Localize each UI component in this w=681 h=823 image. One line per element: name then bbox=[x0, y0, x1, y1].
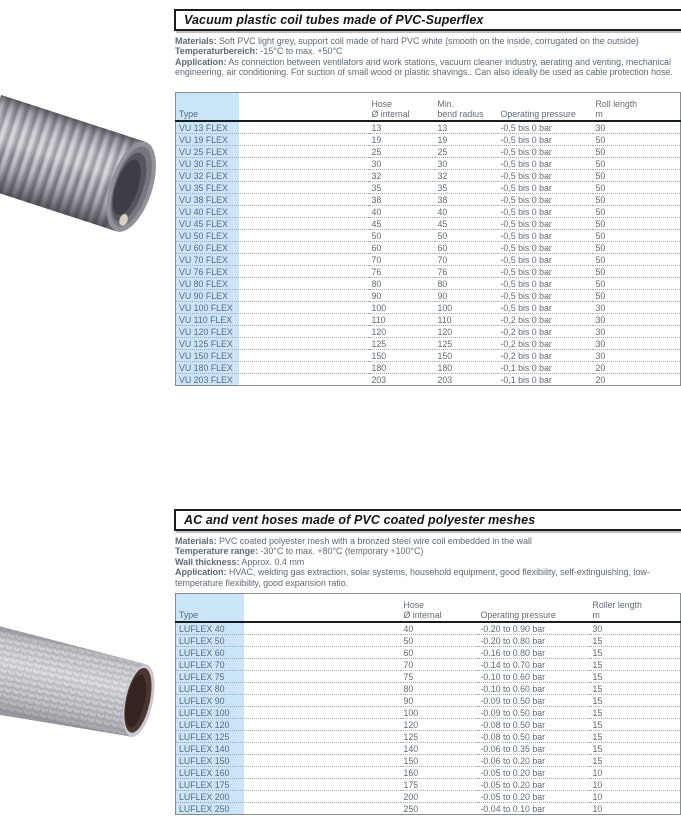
desc-line bbox=[175, 546, 680, 556]
table-cell: LUFLEX 40 bbox=[179, 623, 225, 634]
table-cell: 70 bbox=[403, 659, 414, 670]
table-cell: 110 bbox=[437, 314, 452, 325]
desc-line bbox=[175, 567, 680, 588]
table-row bbox=[176, 242, 681, 254]
table-cell: -0,5 bis 0 bar bbox=[500, 158, 552, 169]
table-cell: -0.05 to 0.20 bar bbox=[480, 767, 546, 778]
section-description-luflex bbox=[175, 536, 680, 588]
table-cell: 50 bbox=[595, 134, 606, 145]
table-cell: 40 bbox=[371, 206, 382, 217]
table-cell: LUFLEX 75 bbox=[179, 671, 225, 682]
table-cell: 10 bbox=[592, 767, 603, 778]
table-row bbox=[176, 314, 681, 326]
table-cell: -0,5 bis 0 bar bbox=[500, 254, 552, 265]
table-cell: VU 60 FLEX bbox=[179, 242, 228, 253]
table-row bbox=[176, 194, 681, 206]
table-row bbox=[176, 134, 681, 146]
table-cell: 50 bbox=[595, 194, 606, 205]
table-row bbox=[176, 622, 681, 635]
table-row bbox=[176, 695, 681, 707]
table-cell: 10 bbox=[592, 803, 603, 814]
col-roll-length: Roll length m bbox=[595, 99, 638, 119]
table-cell: 30 bbox=[595, 302, 606, 313]
table-cell: -0,5 bis 0 bar bbox=[500, 290, 552, 301]
table-cell: 30 bbox=[595, 314, 606, 325]
table-row bbox=[176, 218, 681, 230]
table-row bbox=[176, 350, 681, 362]
table-cell: 15 bbox=[592, 695, 603, 706]
table-cell: -0,5 bis 0 bar bbox=[500, 194, 552, 205]
table-cell: 10 bbox=[592, 779, 603, 790]
table-cell: VU 120 FLEX bbox=[179, 326, 233, 337]
desc-text: As connection between ventilators and work stations, vacuum cleaner industry, aerating and venting, mechanical engineering, air conditioning. For suction of small wood or plastic shavings.. Can also ideally be used as cable protection hose. bbox=[175, 56, 673, 78]
table-cell: LUFLEX 125 bbox=[179, 731, 230, 742]
luflex-table bbox=[175, 593, 681, 815]
table-row bbox=[176, 803, 681, 815]
table-cell: 150 bbox=[371, 350, 387, 361]
desc-label: Wall thickness: bbox=[175, 556, 240, 567]
table-cell: -0.06 to 0.20 bar bbox=[480, 755, 546, 766]
table-row bbox=[176, 647, 681, 659]
table-row bbox=[176, 290, 681, 302]
table-row bbox=[176, 182, 681, 194]
table-cell: -0,1 bis 0 bar bbox=[500, 362, 552, 373]
table-cell: VU 110 FLEX bbox=[179, 314, 233, 325]
table-cell: 15 bbox=[592, 707, 603, 718]
table-cell: 76 bbox=[371, 266, 382, 277]
table-cell: 203 bbox=[437, 374, 453, 385]
table-cell: 30 bbox=[371, 158, 382, 169]
table-row bbox=[176, 767, 681, 779]
table-cell: 203 bbox=[371, 374, 387, 385]
vu-flex-table-wrap bbox=[175, 92, 681, 386]
desc-text: PVC coated polyester mesh with a bronzed steel wire coil embedded in the wall bbox=[216, 536, 532, 546]
table-cell: 20 bbox=[595, 362, 606, 373]
luflex-table-wrap bbox=[175, 593, 681, 815]
table-cell: VU 76 FLEX bbox=[179, 266, 228, 277]
table-cell: -0.06 to 0.35 bar bbox=[480, 743, 546, 754]
table-cell: 50 bbox=[595, 254, 606, 265]
col-operating-pressure: Operating pressure bbox=[480, 610, 556, 620]
table-cell: 180 bbox=[371, 362, 387, 373]
table-row bbox=[176, 374, 681, 386]
table-cell: 125 bbox=[371, 338, 387, 349]
table-cell: 19 bbox=[437, 134, 448, 145]
col-hose-internal: Hose Ø internal bbox=[403, 600, 442, 620]
table-row bbox=[176, 326, 681, 338]
table-cell: 15 bbox=[592, 647, 603, 658]
table-cell: 120 bbox=[371, 326, 387, 337]
table-cell: 25 bbox=[371, 146, 382, 157]
table-cell: 150 bbox=[403, 755, 419, 766]
table-cell: 30 bbox=[595, 326, 606, 337]
table-row bbox=[176, 683, 681, 695]
table-cell: -0.14 to 0.70 bar bbox=[480, 659, 546, 670]
col-min-bend-radius: Min. bend radius bbox=[437, 99, 484, 119]
col-operating-pressure: Operating pressure bbox=[500, 109, 576, 119]
table-cell: 80 bbox=[437, 278, 448, 289]
table-row bbox=[176, 791, 681, 803]
luflex-table-body bbox=[176, 622, 681, 815]
table-cell: 60 bbox=[371, 242, 382, 253]
desc-line bbox=[175, 36, 680, 46]
table-cell: 30 bbox=[592, 623, 603, 634]
table-cell: -0.09 to 0.50 bar bbox=[480, 695, 546, 706]
table-cell: 50 bbox=[595, 230, 606, 241]
table-cell: 76 bbox=[437, 266, 448, 277]
table-cell: VU 70 FLEX bbox=[179, 254, 228, 265]
table-cell: 180 bbox=[437, 362, 453, 373]
table-cell: 15 bbox=[592, 671, 603, 682]
table-cell: -0.09 to 0.50 bar bbox=[480, 707, 546, 718]
desc-label: Temperature range: bbox=[175, 546, 258, 557]
table-cell: 160 bbox=[403, 767, 419, 778]
table-cell: VU 35 FLEX bbox=[179, 182, 228, 193]
table-cell: 150 bbox=[437, 350, 453, 361]
desc-line bbox=[175, 536, 680, 546]
table-cell: -0,5 bis 0 bar bbox=[500, 230, 552, 241]
table-cell: 32 bbox=[371, 170, 382, 181]
table-row bbox=[176, 302, 681, 314]
table-cell: 90 bbox=[403, 695, 414, 706]
table-cell: 50 bbox=[595, 158, 606, 169]
hose-photo-corrugated bbox=[0, 88, 168, 260]
desc-text: HVAC, welding gas extraction, solar systems, household equipment, good flexibility, self-extinguishing, low-temperature flexibility, good expansion ratio. bbox=[175, 567, 650, 588]
desc-label: Materials: bbox=[175, 536, 217, 546]
table-cell: -0,1 bis 0 bar bbox=[500, 374, 552, 385]
table-cell: LUFLEX 60 bbox=[179, 647, 225, 658]
table-cell: 30 bbox=[437, 158, 448, 169]
table-cell: -0,2 bis 0 bar bbox=[500, 350, 552, 361]
table-cell: -0,5 bis 0 bar bbox=[500, 302, 552, 313]
table-cell: 110 bbox=[371, 314, 386, 325]
table-cell: VU 150 FLEX bbox=[179, 350, 233, 361]
table-cell: 15 bbox=[592, 731, 603, 742]
table-cell: VU 19 FLEX bbox=[179, 134, 228, 145]
table-row bbox=[176, 206, 681, 218]
table-row bbox=[176, 254, 681, 266]
table-cell: 13 bbox=[371, 122, 382, 133]
table-cell: VU 32 FLEX bbox=[179, 170, 228, 181]
section-title-superflex bbox=[174, 9, 681, 31]
table-cell: LUFLEX 80 bbox=[179, 683, 225, 694]
desc-text: -30°C to max. +80°C (temporary +100°C) bbox=[257, 546, 424, 557]
table-cell: VU 180 FLEX bbox=[179, 362, 233, 373]
table-cell: 60 bbox=[437, 242, 448, 253]
table-cell: 140 bbox=[403, 743, 419, 754]
desc-text: -15°C to max. +50°C bbox=[257, 46, 343, 57]
table-row bbox=[176, 731, 681, 743]
table-cell: LUFLEX 150 bbox=[179, 755, 230, 766]
table-cell: -0.08 to 0.50 bar bbox=[480, 719, 546, 730]
table-cell: VU 50 FLEX bbox=[179, 230, 228, 241]
table-cell: -0,5 bis 0 bar bbox=[500, 134, 552, 145]
table-cell: -0,5 bis 0 bar bbox=[500, 278, 552, 289]
table-cell: -0,2 bis 0 bar bbox=[500, 326, 552, 337]
table-cell: 175 bbox=[403, 779, 419, 790]
table-cell: VU 30 FLEX bbox=[179, 158, 228, 169]
table-cell: 50 bbox=[595, 146, 606, 157]
table-cell: LUFLEX 120 bbox=[179, 719, 230, 730]
table-cell: VU 25 FLEX bbox=[179, 146, 228, 157]
table-cell: VU 203 FLEX bbox=[179, 374, 233, 385]
table-cell: 15 bbox=[592, 683, 603, 694]
table-cell: 35 bbox=[371, 182, 382, 193]
table-cell: 19 bbox=[371, 134, 382, 145]
table-cell: 10 bbox=[592, 791, 603, 802]
table-cell: 90 bbox=[371, 290, 382, 301]
table-row bbox=[176, 755, 681, 767]
table-row bbox=[176, 743, 681, 755]
luflex-table-header bbox=[176, 594, 681, 623]
table-row bbox=[176, 707, 681, 719]
table-cell: VU 80 FLEX bbox=[179, 278, 228, 289]
table-cell: 80 bbox=[403, 683, 414, 694]
table-row bbox=[176, 146, 681, 158]
col-roller-length: Roller length m bbox=[592, 600, 642, 620]
table-cell: 38 bbox=[437, 194, 448, 205]
desc-label: Temperaturbereich: bbox=[175, 46, 258, 57]
table-cell: -0,5 bis 0 bar bbox=[500, 182, 552, 193]
table-row bbox=[176, 121, 681, 134]
table-cell: 50 bbox=[595, 278, 606, 289]
table-cell: 40 bbox=[403, 623, 414, 634]
table-cell: -0.10 to 0.60 bar bbox=[480, 671, 546, 682]
desc-line bbox=[175, 557, 680, 567]
table-cell: -0.05 to 0.20 bar bbox=[480, 791, 546, 802]
vu-flex-table bbox=[175, 92, 681, 386]
table-row bbox=[176, 362, 681, 374]
table-cell: 200 bbox=[403, 791, 419, 802]
table-cell: -0,2 bis 0 bar bbox=[500, 338, 552, 349]
table-cell: -0,5 bis 0 bar bbox=[500, 218, 552, 229]
table-cell: LUFLEX 160 bbox=[179, 767, 230, 778]
vu-flex-table-header bbox=[176, 93, 681, 122]
table-cell: 15 bbox=[592, 719, 603, 730]
table-cell: 38 bbox=[371, 194, 382, 205]
table-cell: VU 40 FLEX bbox=[179, 206, 228, 217]
table-cell: 100 bbox=[437, 302, 453, 313]
table-cell: VU 13 FLEX bbox=[179, 122, 228, 133]
table-cell: 60 bbox=[403, 647, 414, 658]
table-row bbox=[176, 266, 681, 278]
desc-text: Soft PVC light grey, support coil made of hard PVC white (smooth on the inside, corrugated on the outside) bbox=[216, 36, 639, 46]
table-cell: -0.16 to 0.80 bar bbox=[480, 647, 546, 658]
table-cell: 50 bbox=[595, 290, 606, 301]
table-cell: 30 bbox=[595, 350, 606, 361]
table-cell: -0,5 bis 0 bar bbox=[500, 242, 552, 253]
table-row bbox=[176, 671, 681, 683]
table-cell: LUFLEX 250 bbox=[179, 803, 230, 814]
table-cell: VU 38 FLEX bbox=[179, 194, 228, 205]
table-cell: LUFLEX 70 bbox=[179, 659, 225, 670]
table-row bbox=[176, 719, 681, 731]
table-cell: LUFLEX 200 bbox=[179, 791, 230, 802]
table-cell: LUFLEX 100 bbox=[179, 707, 230, 718]
table-cell: 45 bbox=[371, 218, 382, 229]
table-cell: LUFLEX 140 bbox=[179, 743, 230, 754]
table-cell: 50 bbox=[595, 206, 606, 217]
table-row bbox=[176, 635, 681, 647]
table-cell: 35 bbox=[437, 182, 448, 193]
table-row bbox=[176, 170, 681, 182]
table-row bbox=[176, 338, 681, 350]
table-cell: 15 bbox=[592, 635, 603, 646]
table-cell: 100 bbox=[371, 302, 387, 313]
table-cell: 120 bbox=[403, 719, 419, 730]
table-cell: VU 90 FLEX bbox=[179, 290, 228, 301]
table-cell: 15 bbox=[592, 743, 603, 754]
table-cell: 25 bbox=[437, 146, 448, 157]
table-cell: 15 bbox=[592, 659, 603, 670]
table-cell: 50 bbox=[595, 266, 606, 277]
section-title-text: AC and vent hoses made of PVC coated polyester meshes bbox=[184, 513, 536, 527]
table-cell: -0,5 bis 0 bar bbox=[500, 122, 552, 133]
table-cell: 30 bbox=[595, 338, 606, 349]
section-description-superflex bbox=[175, 36, 680, 78]
table-cell: -0.08 to 0.50 bar bbox=[480, 731, 546, 742]
table-cell: 30 bbox=[595, 122, 606, 133]
table-cell: LUFLEX 175 bbox=[179, 779, 230, 790]
table-row bbox=[176, 659, 681, 671]
table-cell: 80 bbox=[371, 278, 382, 289]
table-cell: VU 45 FLEX bbox=[179, 218, 228, 229]
table-cell: -0.20 to 0.90 bar bbox=[480, 623, 546, 634]
table-cell: -0.05 to 0.20 bar bbox=[480, 779, 546, 790]
desc-label: Application: bbox=[175, 56, 227, 67]
table-cell: 125 bbox=[437, 338, 453, 349]
table-cell: VU 125 FLEX bbox=[179, 338, 233, 349]
table-cell: 15 bbox=[592, 755, 603, 766]
table-cell: 120 bbox=[437, 326, 453, 337]
col-type: Type bbox=[179, 610, 199, 620]
desc-text: Approx. 0.4 mm bbox=[239, 556, 305, 567]
desc-line bbox=[175, 57, 680, 78]
table-cell: -0,5 bis 0 bar bbox=[500, 146, 552, 157]
table-cell: 75 bbox=[403, 671, 414, 682]
table-cell: 13 bbox=[437, 122, 448, 133]
table-cell: 70 bbox=[371, 254, 382, 265]
table-cell: 50 bbox=[437, 230, 448, 241]
desc-label: Materials: bbox=[175, 36, 217, 46]
table-row bbox=[176, 230, 681, 242]
section-title-luflex bbox=[174, 509, 681, 531]
table-cell: -0,5 bis 0 bar bbox=[500, 170, 552, 181]
table-cell: 90 bbox=[437, 290, 448, 301]
table-row bbox=[176, 278, 681, 290]
table-cell: LUFLEX 50 bbox=[179, 635, 225, 646]
table-cell: 50 bbox=[595, 182, 606, 193]
table-cell: -0,2 bis 0 bar bbox=[500, 314, 552, 325]
table-cell: 20 bbox=[595, 374, 606, 385]
table-cell: VU 100 FLEX bbox=[179, 302, 233, 313]
hose-photo-mesh bbox=[0, 598, 168, 773]
table-cell: -0,5 bis 0 bar bbox=[500, 206, 552, 217]
desc-label: Application: bbox=[175, 567, 227, 578]
table-cell: -0.10 to 0.60 bar bbox=[480, 683, 546, 694]
table-cell: 70 bbox=[437, 254, 448, 265]
table-cell: -0.20 to 0.80 bar bbox=[480, 635, 546, 646]
table-cell: 40 bbox=[437, 206, 448, 217]
table-row bbox=[176, 158, 681, 170]
table-cell: 50 bbox=[595, 170, 606, 181]
table-cell: 50 bbox=[371, 230, 382, 241]
table-cell: 100 bbox=[403, 707, 419, 718]
col-type: Type bbox=[179, 109, 199, 119]
table-cell: 45 bbox=[437, 218, 448, 229]
table-cell: 50 bbox=[595, 218, 606, 229]
table-cell: LUFLEX 90 bbox=[179, 695, 225, 706]
table-cell: 32 bbox=[437, 170, 448, 181]
table-cell: 50 bbox=[403, 635, 414, 646]
table-cell: 250 bbox=[403, 803, 419, 814]
table-cell: -0,5 bis 0 bar bbox=[500, 266, 552, 277]
section-title-text: Vacuum plastic coil tubes made of PVC-Superflex bbox=[184, 13, 484, 27]
desc-line bbox=[175, 46, 680, 56]
table-cell: 50 bbox=[595, 242, 606, 253]
col-hose-internal: Hose Ø internal bbox=[371, 99, 410, 119]
vu-flex-table-body bbox=[176, 121, 681, 386]
table-row bbox=[176, 779, 681, 791]
table-cell: -0.04 to 0.10 bar bbox=[480, 803, 546, 814]
table-cell: 125 bbox=[403, 731, 419, 742]
